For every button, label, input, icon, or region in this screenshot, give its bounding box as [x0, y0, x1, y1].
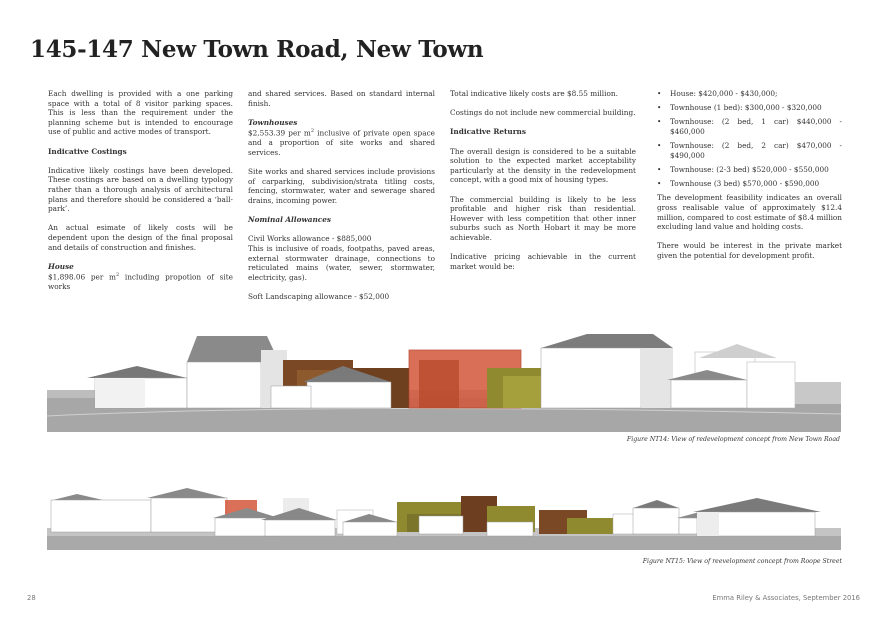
figure-nt15-render [47, 484, 841, 550]
total-costs-paragraph: Total indicative likely costs are $8.55 million. [450, 89, 618, 98]
costings-paragraph: Indicative likely costings have been developed. These costings are based on a dwelling typology rather than a thorough analysis of architectural plans and therefore should be considered a ‘ball-park’. [48, 165, 233, 214]
nominal-allowances-heading: Nominal Allowances [248, 215, 331, 225]
text-column-2 [248, 89, 435, 311]
figure-nt14-caption: Figure NT14: View of redevelopment concept from New Town Road [626, 436, 840, 443]
design-paragraph: The overall design is considered to be a suitable solution to the expected market acceptability particularly at the density in the redevelopment concept, with a good mix of housing types. [450, 146, 636, 185]
list-item: • Townhouse: (2 bed, 2 car) $470,000 - $490,000 [657, 141, 842, 160]
townhouse-rate: $2,553.39 per $m^2$ inclusive of private open space and a proportion of site works and shared services. [248, 128, 435, 157]
page-number: 28 [27, 594, 36, 602]
list-item: • Townhouse (1 bed): $300,000 - $320,000 [657, 103, 842, 113]
townhouses-heading: Townhouses [248, 117, 298, 127]
list-item: • Townhouse: (2 bed, 1 car) $440,000 - $460,000 [657, 117, 842, 136]
text-column-1 [48, 89, 233, 301]
commercial-paragraph: The commercial building is likely to be less profitable and higher risk than residential. However with less competition that other inner suburbs such as North Hobart it may be more achievable. [450, 194, 636, 242]
house-rate: $1,898.06 per $m^2$ including propotion of site works [48, 272, 233, 292]
footer-credit: Emma Riley & Associates, September 2016 [712, 594, 860, 602]
text-column-3 [450, 89, 636, 281]
figure-nt15-caption: Figure NT15: View of reevelopment concept from Roope Street [642, 558, 842, 565]
estimate-paragraph: An actual esimate of likely costs will be dependent upon the design of the final proposal and details of construction and finishes. [48, 223, 233, 252]
house-rate-continued: and shared services. Based on standard internal finish. [248, 89, 435, 108]
indicative-costings-heading: Indicative Costings [48, 146, 127, 156]
page-title: 145-147 New Town Road, New Town [30, 36, 484, 63]
parking-paragraph: Each dwelling is provided with a one parking space with a total of 8 visitor parking spaces. This is less than the requirement under the planning scheme but is intended to encourage use of public and active modes of transport. [48, 89, 233, 137]
list-item: • House: $420,000 - $430,000; [657, 89, 842, 99]
figure-nt14-render [47, 330, 841, 432]
list-item: • Townhouse: (2-3 bed) $520,000 - $550,000 [657, 165, 842, 175]
market-interest-paragraph: There would be interest in the private market given the potential for development profit. [657, 241, 842, 260]
house-heading: House [48, 261, 74, 271]
price-list [657, 89, 842, 189]
pricing-intro-paragraph: Indicative pricing achievable in the current market would be: [450, 252, 636, 271]
feasibility-paragraph: The development feasibility indicates an overall gross realisable value of approximately $12.4 million, compared to cost estimate of $8.4 million excluding land value and holding costs. [657, 193, 842, 232]
list-item: • Townhouse (3 bed) $570,000 - $590,000 [657, 179, 842, 189]
indicative-returns-heading: Indicative Returns [450, 127, 526, 137]
site-works-paragraph: Site works and shared services include provisions of carparking, subdivision/strata titling costs, fencing, stormwater, water and sewerage shared drains, incoming power. [248, 167, 435, 205]
costings-exclusion-paragraph: Costings do not include new commercial building. [450, 108, 636, 118]
civil-works-paragraph: Civil Works allowance - $885,000 This is inclusive of roads, footpaths, paved areas, external stormwater drainage, connections to reticulated mains (water, sewer, stormwater, electricity, gas). [248, 234, 435, 282]
text-column-4 [657, 89, 842, 270]
soft-landscaping-paragraph: Soft Landscaping allowance - $52,000 [248, 291, 390, 301]
